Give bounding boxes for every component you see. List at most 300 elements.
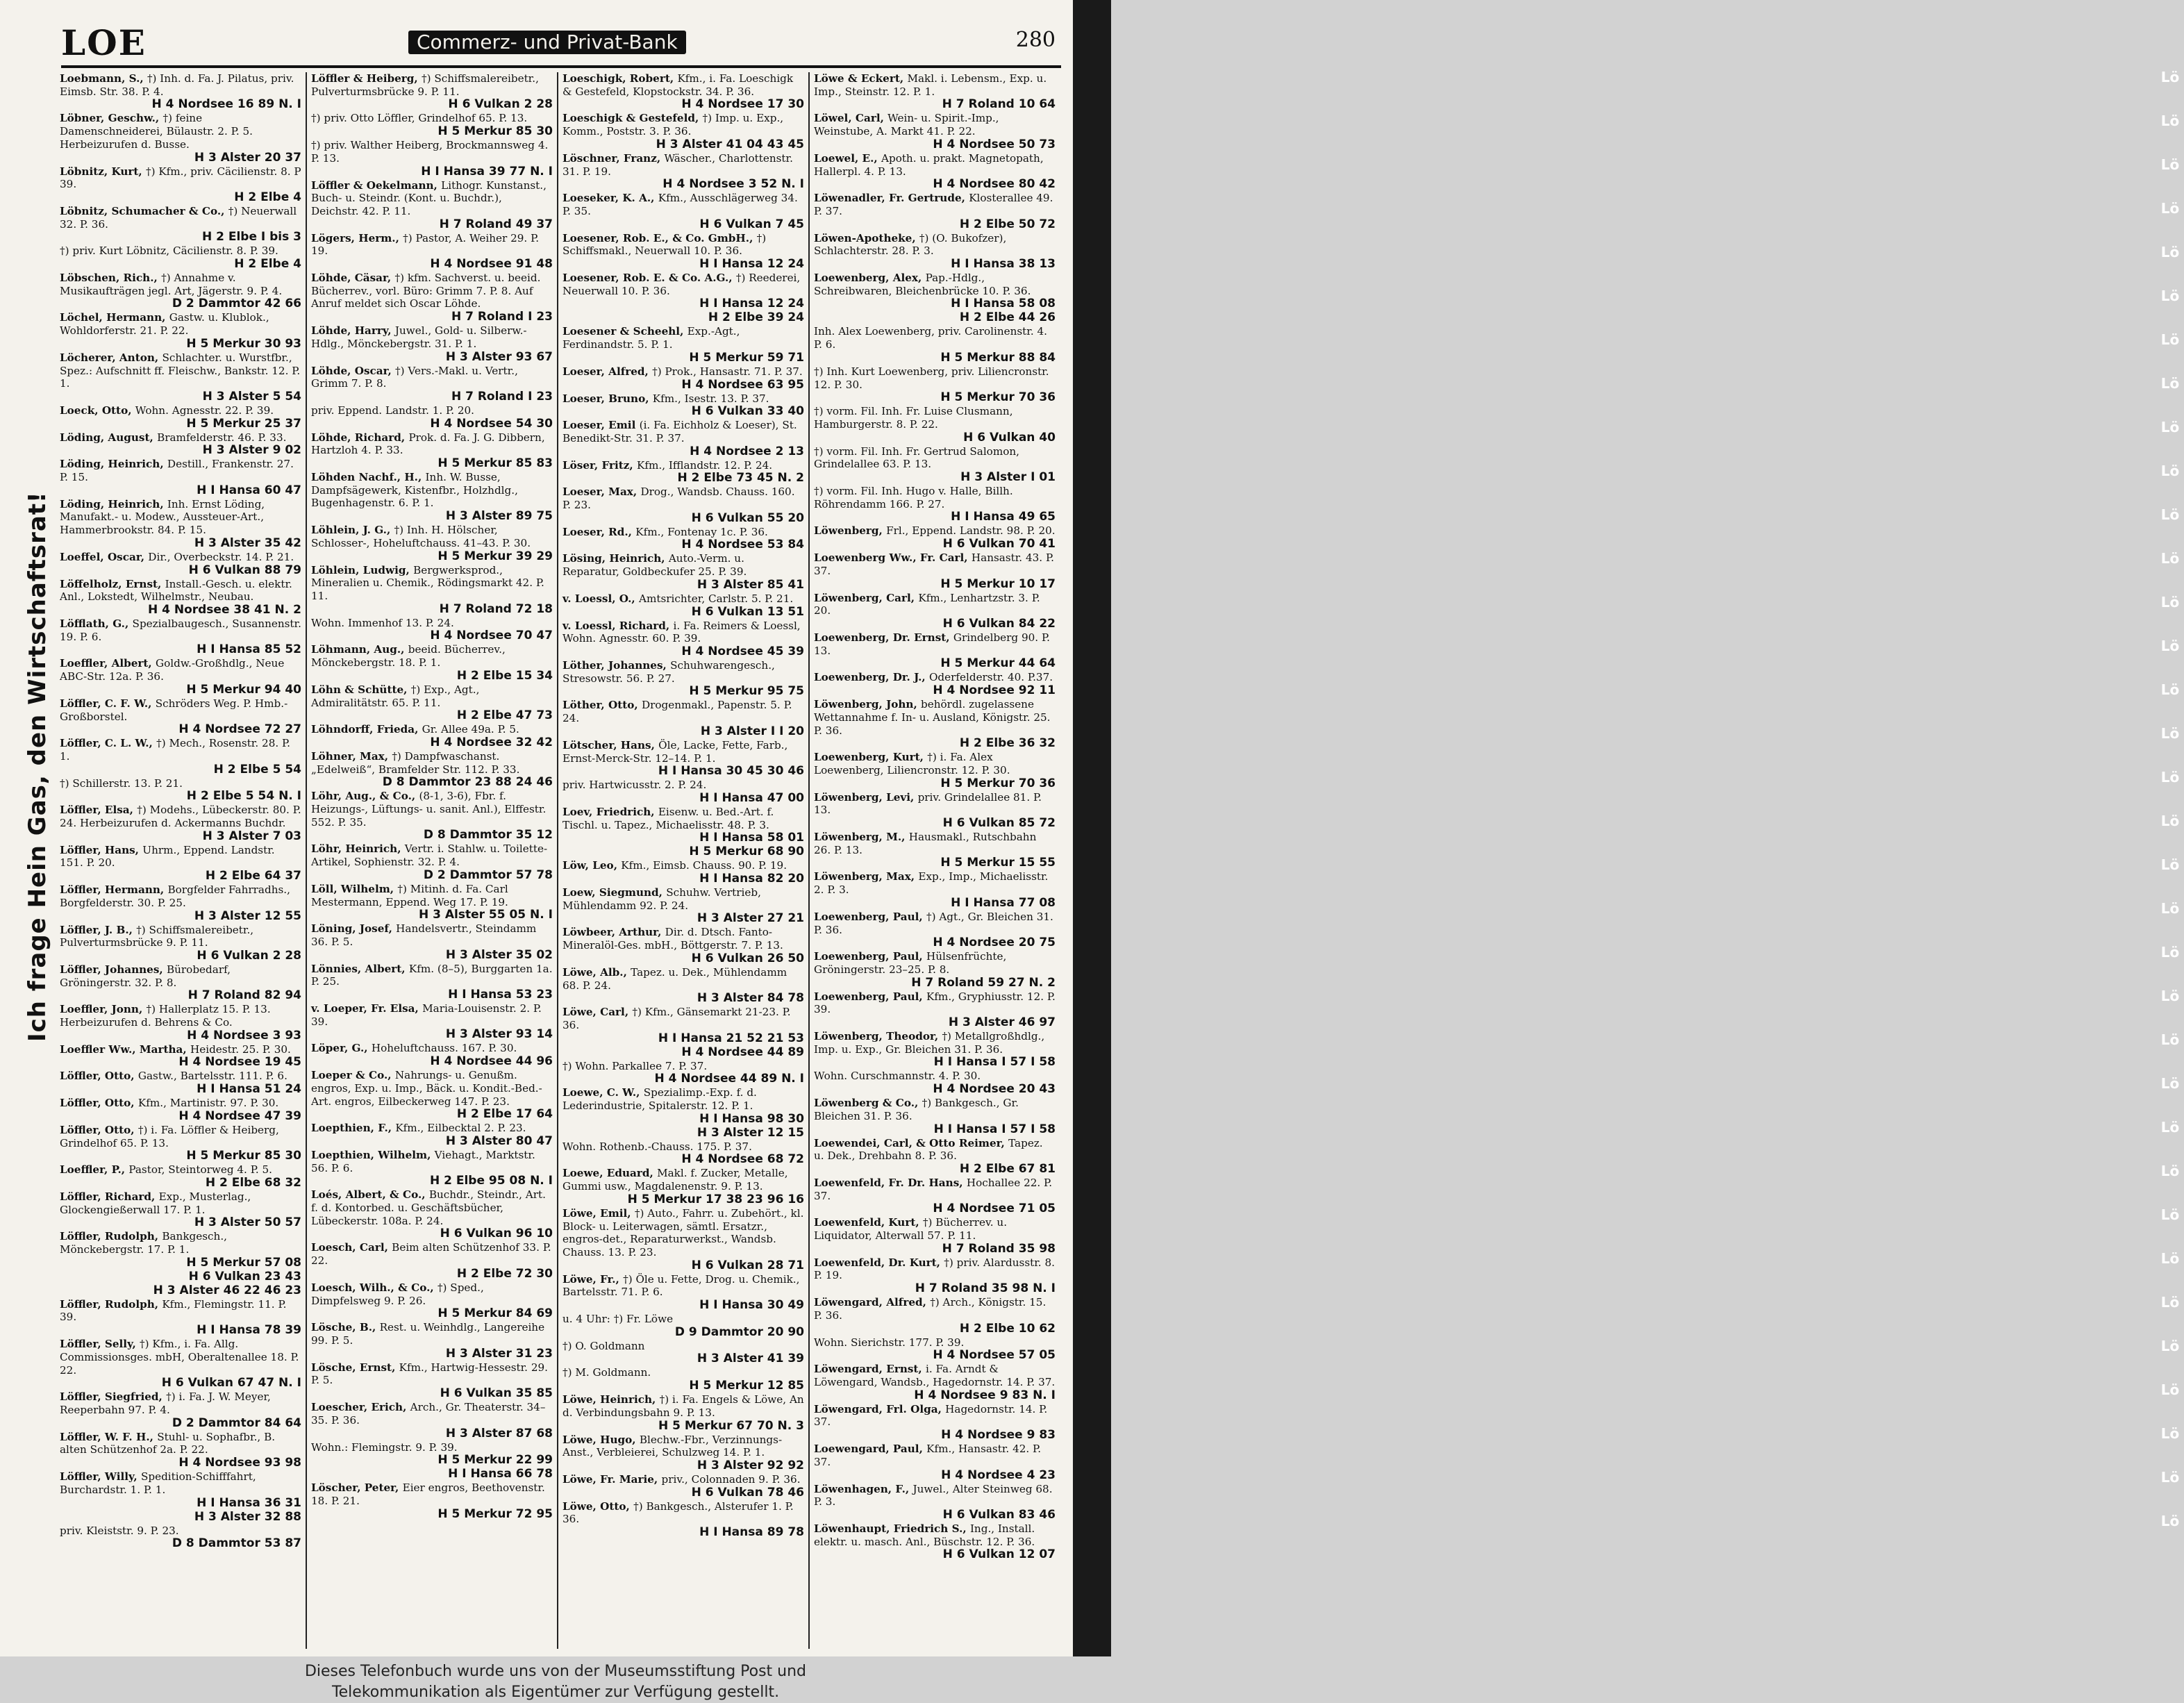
entry-details: Exp., Musterlag., Glockengießerwall 17. P. 1. [60,1190,251,1216]
entry-phone-number: H 5 Merkur 85 30 [437,124,553,139]
entry-phone-number: H 6 Vulkan 23 43 [188,1269,301,1284]
entry-details: Gastw. u. Klublok., Wohldorferstr. 21. P. 22. [60,311,269,338]
directory-entry [311,750,553,789]
entry-name: Loesener & Scheehl, [562,325,687,338]
directory-entry [814,1070,1056,1096]
entry-details: Juwel., Gold- u. Silberw.-Hdlg., Mönckebergstr. 31. P. 1. [311,324,527,350]
directory-entry [311,1361,553,1400]
edge-letter: Lö [2160,113,2180,129]
entry-details: Tapez. u. Dek., Mühlendamm 68. P. 24. [562,965,787,992]
entry-phone-number: H 5 Merkur 39 29 [437,549,553,563]
entry-name: Löffler, J. B., [60,923,137,936]
entry-name: Löhde, Harry, [311,324,395,338]
entry-phone-number: H 3 Alster 93 67 [445,349,553,364]
entry-details: Install.-Gesch. u. elektr. Anl., Lokstedt, Wilhelmstr., Neubau. [60,577,292,604]
entry-details: †) Metallgroßhdlg., Imp. u. Exp., Gr. Bleichen 31. P. 36. [814,1030,1045,1056]
directory-entry [60,551,301,577]
entry-details: †) priv. Walther Heiberg, Brockmannsweg 4. P. 13. [311,139,549,165]
entry-name: Loewenberg, Kurt, [814,751,928,764]
entry-name: Löhlein, Ludwig, [311,563,414,576]
entry-name: Löffler & Heiberg, [311,72,422,85]
directory-entry [562,1434,804,1472]
entry-details: Buchdr., Steindr., Art. f. d. Kontorbed. u. Geschäftsbücher, Lübeckerstr. 108a. P. 24. [311,1188,546,1227]
directory-entry [562,1207,804,1272]
entry-phone-number: H 2 Elbe 50 72 [959,217,1056,231]
entry-phone-number: H 7 Roland 49 37 [439,217,553,231]
entry-phone-number: D 9 Dammtor 20 90 [674,1324,804,1339]
entry-phone-number: H 6 Vulkan 13 51 [691,604,804,619]
directory-entry [562,272,804,310]
entry-name: Loewenberg, Paul, [814,950,926,963]
entry-name: Löwe, Fr., [562,1272,624,1286]
entry-phone-number: H 4 Nordsee 9 83 N. I [914,1388,1056,1402]
entry-phone-number: H 4 Nordsee 3 93 [187,1028,301,1042]
entry-details: †) priv. Otto Löffler, Grindelhof 65. P. 13. [311,112,528,125]
edge-letter: Lö [2160,200,2180,217]
edge-letter: Lö [2160,1381,2180,1398]
entry-phone-number: H I Hansa 85 52 [197,642,301,657]
entry-phone-number: H 3 Alster 87 68 [445,1426,553,1440]
entry-details: Wohn.: Flemingstr. 9. P. 39. [311,1440,458,1454]
entry-name: Loev, Friedrich, [562,805,658,818]
page-number: 280 [1015,28,1056,52]
directory-entry [814,1336,1056,1363]
directory-entry [814,524,1056,551]
entry-details: †) kfm. Sachverst. u. beeid. Bücherrev., vorl. Büro: Grimm 7. P. 8. Auf Anruf meldet sich Oscar Löhde. [311,272,541,310]
entry-phone-number: H 4 Nordsee 4 23 [941,1468,1056,1482]
directory-entry [814,1177,1056,1215]
entry-name: Lötscher, Hans, [562,738,659,751]
directory-entry [60,244,301,271]
entry-phone-number: H 3 Alster 80 47 [445,1133,553,1148]
entry-name: Loeck, Otto, [60,404,135,417]
entry-details: Kfm., Flemingstr. 11. P. 39. [60,1297,287,1324]
entry-name: Löhde, Richard, [311,431,409,444]
entry-details: Kfm., Gryphiusstr. 12. P. 39. [814,990,1056,1016]
entry-phone-number: H 6 Vulkan 12 07 [942,1547,1056,1562]
entry-details: †) vorm. Fil. Inh. Fr. Luise Clusmann, Hamburgerstr. 8. P. 22. [814,405,1013,431]
directory-entry [562,232,804,271]
entry-name: Loeser, Alfred, [562,365,653,378]
entry-details: Hansastr. 43. P. 37. [814,551,1054,577]
entry-name: Löwengard, Frl. Olga, [814,1402,946,1415]
entry-phone-number: H 5 Merkur 70 36 [940,776,1056,790]
entry-name: Löwe, Hugo, [562,1433,640,1446]
entry-name: Löffler, Rudolph, [60,1297,162,1311]
directory-entry [311,179,553,231]
entry-details: Drogenmakl., Papenstr. 5. P. 24. [562,699,792,725]
directory-entry [814,671,1056,697]
entry-name: Löser, Fritz, [562,458,637,472]
entry-details: Exp., Imp., Michaelisstr. 2. P. 3. [814,870,1049,897]
entry-details: †) Inh. H. Hölscher, Schlosser-, Hoheluftchauss. 41–43. P. 30. [311,524,531,549]
directory-entry [562,1340,804,1366]
directory-entry [562,699,804,738]
entry-phone-number: H 6 Vulkan 7 45 [699,217,804,231]
entry-details: Bramfelderstr. 46. P. 33. [157,431,287,444]
entry-phone-number: H 2 Elbe 47 73 [456,708,553,723]
entry-details: †) Schillerstr. 13. P. 21. [60,776,183,790]
entry-phone-number: H 3 Alster 20 37 [194,150,301,165]
entry-details: Nahrungs- u. Genußm. engros, Exp. u. Imp., Bäck. u. Kondit.-Bed.-Art. engros, Eilbeckerweg 147. P. 23. [311,1069,542,1108]
directory-entry [814,831,1056,870]
entry-details: Inh. W. Busse, Dampfsägewerk, Kistenfbr., Holzhdlg., Bugenhagenstr. 6. P. 1. [311,471,518,510]
directory-entry [814,631,1056,670]
entry-details: †) (O. Bukofzer), Schlachterstr. 28. P. 3. [814,231,1007,258]
directory-entry [311,1149,553,1188]
entry-phone-number: H 2 Elbe I bis 3 [201,230,301,244]
entry-phone-number: H 5 Merkur 44 64 [940,656,1056,671]
entry-name: Löll, Wilhelm, [311,882,398,895]
directory-entry [60,1190,301,1229]
directory-entry [814,698,1056,750]
entry-name: Loewe, Eduard, [562,1167,658,1180]
entry-name: Löffler, Rudolph, [60,1230,162,1243]
directory-entry [311,1069,553,1121]
entry-phone-number: H 4 Nordsee 2 13 [690,444,804,458]
directory-entry [60,351,301,404]
entry-phone-number: H 4 Nordsee 19 45 [178,1055,301,1070]
entry-phone-number: H 6 Vulkan 2 28 [197,948,301,963]
entry-details: Hoheluftchauss. 167. P. 30. [371,1042,517,1055]
entry-phone-number: H 4 Nordsee 9 83 [941,1428,1056,1443]
entry-phone-number: H 4 Nordsee 93 98 [178,1456,301,1470]
entry-details: †) Schiffsmakl., Neuerwall 10. P. 36. [562,231,767,258]
entry-details: Juwel., Alter Steinweg 68. P. 3. [814,1482,1053,1509]
directory-entry [311,617,553,643]
directory-entry [60,1270,301,1284]
entry-details: Pap.-Hdlg., Schreibwaren, Bleichenbrücke 10. P. 36. [814,272,1031,297]
entry-details: Stuhl- u. Sophafbr., B. alten Schützenhof 2a. P. 22. [60,1430,276,1456]
directory-entry [60,657,301,696]
entry-details: priv. Kleiststr. 9. P. 23. [60,1524,179,1537]
entry-details: Beim alten Schützenhof 33. P. 22. [311,1241,551,1268]
entry-details: Wäscher., Charlottenstr. 31. P. 19. [562,151,793,178]
entry-details: †) Schiffsmalereibetr., Pulverturmsbrücke 9. P. 11. [60,923,254,949]
entry-details: Tapez. u. Dek., Drehbahn 8. P. 36. [814,1136,1043,1163]
entry-name: Löwe, Emil, [562,1206,635,1220]
entry-name: Löhmann, Aug., [311,643,408,656]
footer-notice [0,1661,1111,1703]
entry-details: behördl. zugelassene Wettannahme f. In- u. Ausland, Königstr. 25. P. 36. [814,698,1051,737]
entry-details: Spezialbaugesch., Susannenstr. 19. P. 6. [60,617,301,643]
entry-phone-number: H I Hansa 38 13 [951,257,1056,272]
entry-details: Schuhw. Vertrieb, Mühlendamm 92. P. 24. [562,886,761,912]
directory-entry [814,325,1056,364]
edge-letter: Lö [2160,1425,2180,1442]
entry-phone-number: H 6 Vulkan 40 [963,430,1056,445]
entry-phone-number: D 8 Dammtor 35 12 [423,828,553,842]
entry-details: †) Bücherrev. u. Liquidator, Alterwall 57. P. 11. [814,1216,1008,1243]
entry-name: Löwenberg & Co., [814,1097,922,1110]
entry-phone-number: H 5 Merkur 85 83 [437,456,553,471]
directory-entry [311,232,553,271]
entry-name: Löffler, Johannes, [60,963,167,976]
entry-name: Lögers, Herm., [311,231,403,244]
directory-entry [311,922,553,961]
entry-details: †) Modehs., Lübeckerstr. 80. P. 24. Herbeizurufen d. Ackermanns Buchdr. [60,804,301,830]
entry-name: Loesener, Rob. E., & Co. GmbH., [562,231,757,244]
directory-entry [311,471,553,523]
entry-phone-number: H I Hansa 77 08 [951,895,1056,910]
entry-name: Loesch, Wilh., & Co., [311,1281,437,1294]
entry-phone-number: H 3 Alster 92 92 [697,1459,804,1472]
entry-phone-number: H 2 Elbe 17 64 [456,1107,553,1122]
entry-name: Löhr, Aug., & Co., [311,790,419,803]
entry-phone-number: H I Hansa 82 20 [699,872,804,886]
entry-phone-number: H I Hansa I 57 I 58 [933,1055,1056,1070]
entry-name: Löwenberg, Carl, [814,591,919,604]
directory-entry [814,1483,1056,1522]
directory-entry [60,697,301,736]
entry-details: Kfm., Hartwig-Hessestr. 29. P. 5. [311,1361,548,1387]
entry-details: Rest. u. Weinhdlg., Langereihe 99. P. 5. [311,1321,545,1347]
entry-details: †) Kfm., priv. Cäcilienstr. 8. P 39. [60,165,301,191]
directory-entry [60,1470,301,1509]
entry-details: Kfm. (8–5), Burggarten 1a. P. 25. [311,962,553,988]
directory-entry [60,458,301,497]
directory-entry [814,1256,1056,1295]
directory-entry [311,842,553,881]
entry-name: Loew, Siegmund, [562,886,667,899]
edge-letter: Lö [2160,900,2180,917]
edge-letter: Lö [2160,244,2180,260]
directory-entry [562,859,804,886]
entry-name: Löffler, Willy, [60,1470,141,1484]
entry-name: Löhner, Max, [311,749,392,763]
header-letters: LOE [61,22,147,63]
entry-phone-number: H 3 Alster 5 54 [202,389,301,404]
directory-entry [562,966,804,1005]
entry-name: Loesener, Rob. E. & Co. A.G., [562,272,736,285]
directory-entry [562,1273,804,1312]
entry-name: Löwenberg, Theodor, [814,1030,942,1043]
directory-entry [562,365,804,392]
entry-name: Loeffler, Albert, [60,657,156,670]
directory-entry [311,524,553,563]
entry-name: Loewenberg, Dr. Ernst, [814,631,953,644]
entry-phone-number: H I Hansa 49 65 [951,510,1056,524]
entry-details: Klosterallee 49. P. 37. [814,192,1053,217]
edge-letter: Lö [2160,594,2180,610]
entry-name: Loeser, Max, [562,485,641,499]
directory-entry [60,311,301,350]
directory-entry [311,112,553,138]
entry-phone-number: H 2 Elbe 10 62 [959,1321,1056,1336]
entry-name: Loeffler, P., [60,1163,129,1177]
entry-details: †) i. Fa. J. W. Meyer, Reeperbahn 97. P. 4. [60,1390,271,1416]
edge-letter: Lö [2160,725,2180,742]
edge-letter-index [2156,56,2184,1543]
entry-phone-number: H 4 Nordsee 68 72 [681,1152,804,1167]
directory-entry [311,1002,553,1041]
entry-phone-number: H 3 Alster 31 23 [445,1346,553,1361]
entry-name: Löschner, Franz, [562,151,665,165]
entry-phone-number: H 4 Nordsee 91 48 [430,257,553,272]
entry-name: Löding, Heinrich, [60,497,167,510]
directory-entry [562,1140,804,1167]
entry-phone-number: H 3 Alster 7 03 [202,829,301,843]
entry-name: Löding, Heinrich, [60,458,167,471]
directory-entry [60,777,301,804]
directory-entry [60,1070,301,1096]
directory-entry [814,1522,1056,1561]
directory-entry [814,870,1056,909]
edge-letter: Lö [2160,156,2180,173]
entry-details: †) Annahme v. Musikaufträgen jegl. Art, Jägerstr. 9. P. 4. [60,272,283,297]
entry-details: †) Reederei, Neuerwall 10. P. 36. [562,272,801,297]
directory-entry [562,112,804,151]
directory-entry [60,804,301,842]
entry-phone-number: H I Hansa 60 47 [197,483,301,497]
entry-details: †) priv. Kurt Löbnitz, Cäcilienstr. 8. P. 39. [60,244,278,258]
entry-phone-number: H 7 Roland 59 27 N. 2 [911,975,1056,990]
edge-letter: Lö [2160,1338,2180,1354]
entry-name: Loeschigk & Gestefeld, [562,112,703,125]
entry-name: Loewel, E., [814,151,881,165]
directory-entry [562,392,804,419]
entry-phone-number: D 2 Dammtor 84 64 [172,1415,301,1430]
directory-entry [814,1296,1056,1335]
entry-name: Löffler, W. F. H., [60,1430,158,1443]
edge-letter: Lö [2160,638,2180,654]
directory-entry [60,1124,301,1163]
entry-name: Löwenadler, Fr. Gertrude, [814,192,969,205]
entry-phone-number: H 4 Nordsee 63 95 [681,377,804,392]
directory-entry [814,365,1056,404]
entry-phone-number: H 2 Elbe 5 54 [213,762,301,776]
entry-phone-number: H 5 Merkur 30 93 [186,336,301,351]
directory-entry [311,883,553,922]
directory-entry [311,72,553,111]
entry-details: Kfm., i. Fa. Loeschigk & Gestefeld, Klopstockstr. 34. P. 36. [562,72,794,98]
entry-phone-number: H I Hansa 58 08 [951,297,1056,311]
entry-details: Oderfelderstr. 40. P.37. [928,671,1053,684]
entry-name: Loewengard, Paul, [814,1443,927,1456]
directory-entry [562,886,804,925]
entry-name: Löhndorff, Frieda, [311,723,422,736]
entry-name: Löwel, Carl, [814,112,888,125]
entry-name: Löwenberg, [814,524,887,538]
directory-entry [814,751,1056,790]
entry-details: priv. Hartwicusstr. 2. P. 24. [562,779,707,792]
directory-entry [814,405,1056,444]
entry-details: Lithogr. Kunstanst., Buch- u. Steindr. (Kont. u. Buchdr.), Deichstr. 42. P. 11. [311,178,547,217]
entry-phone-number: H 4 Nordsee 44 96 [430,1054,553,1069]
entry-details: Vertr. i. Stahlw. u. Toilette-Artikel, Sophienstr. 32. P. 4. [311,842,548,869]
entry-phone-number: H 5 Merkur 84 69 [437,1306,553,1321]
entry-phone-number: H 2 Elbe 4 [234,257,301,272]
entry-phone-number: D 8 Dammtor 53 87 [172,1536,301,1551]
entry-name: Loesch, Carl, [311,1241,392,1254]
entry-name: Loewendei, Carl, & Otto Reimer, [814,1136,1009,1149]
directory-entry [311,1481,553,1520]
entry-name: Löbschen, Rich., [60,272,162,285]
directory-entry [311,564,553,616]
directory-entry [562,1006,804,1045]
entry-name: Loés, Albert, & Co., [311,1188,429,1202]
entry-details: Inh. Alex Loewenberg, priv. Carolinenstr. 4. P. 6. [814,325,1048,351]
directory-entry [311,1241,553,1280]
directory-entry [814,1137,1056,1176]
entry-details: priv. Eppend. Landstr. 1. P. 20. [311,404,475,417]
entry-phone-number: H 3 Alster 12 55 [194,908,301,923]
entry-phone-number: H 2 Elbe 72 30 [456,1266,553,1281]
entry-phone-number: H 4 Nordsee 16 89 N. I [151,97,301,112]
entry-details: †) Vers.-Makl. u. Vertr., Grimm 7. P. 8. [311,364,518,390]
entry-name: Löbnitz, Kurt, [60,165,146,178]
directory-entry [60,272,301,310]
entry-name: Löffler, Selly, [60,1338,140,1351]
entry-details: Bürobedarf, Gröningerstr. 32. P. 8. [60,963,231,989]
edge-letter: Lö [2160,988,2180,1004]
entry-name: Löscher, Peter, [311,1481,403,1495]
entry-name: Löchel, Hermann, [60,311,169,324]
entry-phone-number: H 7 Roland I 23 [451,310,553,324]
entry-phone-number: H I Hansa 51 24 [197,1082,301,1097]
entry-details: †) Arch., Königstr. 15. P. 36. [814,1296,1047,1322]
entry-details: Ing., Install. elektr. u. masch. Anl., Büschstr. 12. P. 36. [814,1522,1035,1548]
entry-details: †) Schiffsmalereibetr., Pulverturmsbrücke 9. P. 11. [311,72,539,98]
directory-entry [562,926,804,965]
entry-name: Löffler, Richard, [60,1190,159,1203]
entry-name: Lönnies, Albert, [311,962,409,975]
entry-phone-number: H 4 Nordsee 3 52 N. I [662,177,804,192]
entry-details: Eisenw. u. Bed.-Art. f. Tischl. u. Tapez., Michaelisstr. 48. P. 3. [562,805,774,831]
entry-details: Spezialimp.-Exp. f. d. Lederindustrie, Spitalerstr. 12. P. 1. [562,1086,757,1113]
entry-phone-number: H 4 Nordsee 92 11 [933,683,1056,698]
directory-entry [562,485,804,524]
entry-details: †) Pastor, A. Weiher 29. P. 19. [311,231,540,258]
entry-name: Löding, August, [60,431,158,444]
directory-entry [60,205,301,244]
directory-entry [60,1163,301,1190]
directory-entry [562,1393,804,1432]
entry-name: v. Loeper, Fr. Elsa, [311,1002,423,1015]
entry-phone-number: H 4 Nordsee 53 84 [681,538,804,552]
entry-details: †) Mech., Rosenstr. 28. P. 1. [60,737,290,763]
entry-details: Wohn. Agnesstr. 22. P. 39. [135,404,274,417]
entry-details: Amtsrichter, Carlstr. 5. P. 21. [639,592,794,605]
entry-details: †) M. Goldmann. [562,1366,651,1379]
entry-phone-number: H 5 Merkur 22 99 [437,1453,553,1468]
directory-entry [562,779,804,805]
entry-name: Löwenberg, Max, [814,870,919,883]
entry-name: Loewenfeld, Fr. Dr. Hans, [814,1176,967,1189]
edge-letter: Lö [2160,375,2180,392]
entry-phone-number: H 4 Nordsee 54 30 [430,416,553,431]
entry-phone-number: H 3 Alster 9 02 [202,443,301,458]
edge-letter: Lö [2160,331,2180,348]
entry-details: Kfm., Ifflandstr. 12. P. 24. [637,458,773,472]
directory-entry [814,192,1056,231]
entry-phone-number: H 3 Alster 89 75 [445,509,553,524]
entry-phone-number: H I Hansa 30 49 [699,1298,804,1313]
footer-line-2: Telekommunikation als Eigentümer zur Verfügung gestellt. [331,1684,780,1701]
entry-details: Maria-Louisenstr. 2. P. 39. [311,1002,542,1028]
entry-details: Kfm., Isestr. 13. P. 37. [652,392,769,405]
entry-name: Löwen-Apotheke, [814,231,919,244]
entry-details: Hülsenfrüchte, Gröningerstr. 23–25. P. 8. [814,950,1007,976]
entry-name: Löffler, Otto, [60,1123,138,1136]
entry-details: †) Öle u. Fette, Drog. u. Chemik., Bartelsstr. 71. P. 6. [562,1272,800,1299]
side-advertisement-text: Ich frage Hein Gas, den Wirtschaftsrat! [24,491,51,1042]
directory-entry [60,737,301,776]
entry-name: Löw, Leo, [562,859,622,872]
entry-phone-number: H 4 Nordsee 17 30 [681,97,804,112]
entry-phone-number: H I Hansa 53 23 [448,988,553,1002]
entry-name: Löffler, Siegfried, [60,1390,167,1404]
